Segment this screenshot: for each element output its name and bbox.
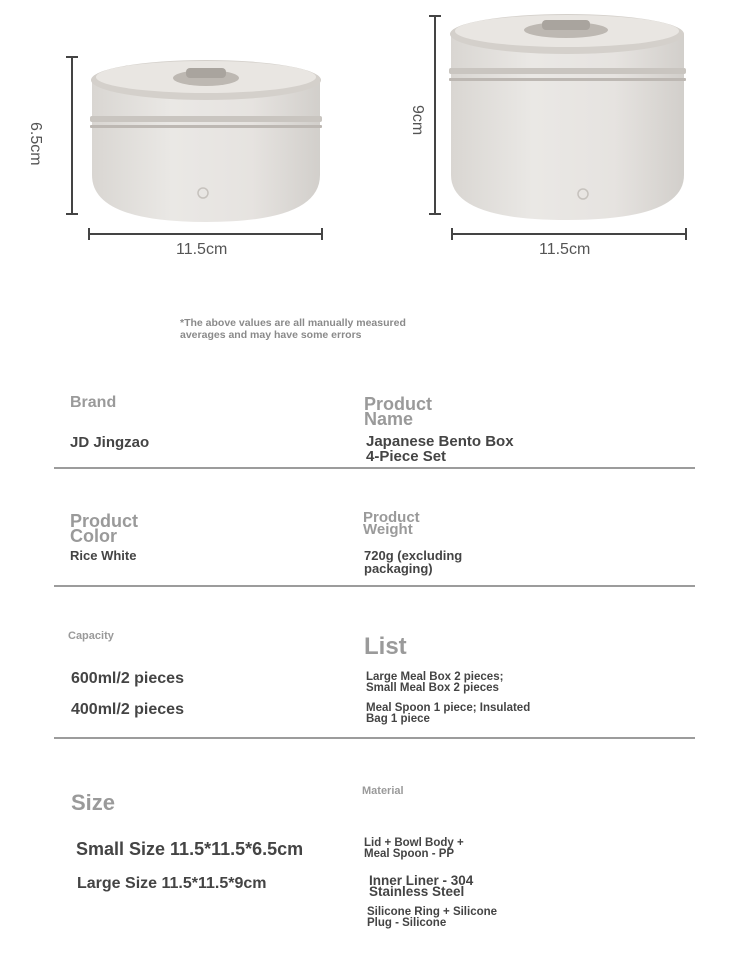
size-value-small: Small Size 11.5*11.5*6.5cm	[76, 839, 304, 859]
small-height-dimension	[66, 57, 78, 214]
product-color-label: Product Color	[70, 511, 139, 546]
product-weight-label: Product Weight	[363, 509, 420, 538]
large-width-dimension	[452, 228, 686, 240]
large-height-dimension	[429, 16, 441, 214]
small-width-label: 11.5cm	[176, 241, 228, 258]
small-width-dimension	[89, 228, 322, 240]
material-value-3: Silicone Ring + Silicone Plug - Silicone	[367, 906, 498, 929]
product-name-label: Product Name	[364, 394, 433, 429]
material-value-2: Inner Liner - 304 Stainless Steel	[369, 873, 474, 899]
row-divider-2	[54, 585, 695, 587]
row-divider-1	[54, 467, 695, 469]
capacity-value-2: 400ml/2 pieces	[71, 701, 184, 718]
large-width-label: 11.5cm	[539, 241, 591, 258]
small-height-label: 6.5cm	[27, 122, 44, 166]
product-name-value: Japanese Bento Box 4-Piece Set	[366, 433, 514, 465]
size-label: Size	[71, 790, 116, 815]
list-label: List	[364, 633, 407, 660]
large-height-label: 9cm	[409, 105, 426, 136]
material-value-1: Lid + Bowl Body + Meal Spoon - PP	[364, 837, 464, 860]
material-label: Material	[362, 785, 404, 797]
product-dimension-diagram	[0, 0, 750, 290]
small-container-image	[90, 60, 322, 222]
list-value-1: Large Meal Box 2 pieces; Small Meal Box 2 pieces	[366, 671, 504, 694]
product-color-value: Rice White	[70, 548, 137, 563]
product-weight-value: 720g (excluding packaging)	[364, 548, 463, 576]
capacity-value-1: 600ml/2 pieces	[71, 670, 184, 687]
brand-value: JD Jingzao	[70, 434, 150, 451]
row-divider-3	[54, 737, 695, 739]
size-value-large: Large Size 11.5*11.5*9cm	[77, 875, 267, 892]
brand-label: Brand	[70, 394, 117, 411]
list-value-2: Meal Spoon 1 piece; Insulated Bag 1 piece	[366, 702, 531, 725]
large-container-image	[449, 14, 686, 220]
measurement-note: *The above values are all manually measured averages and may have some errors	[180, 317, 406, 341]
capacity-label: Capacity	[68, 630, 114, 642]
